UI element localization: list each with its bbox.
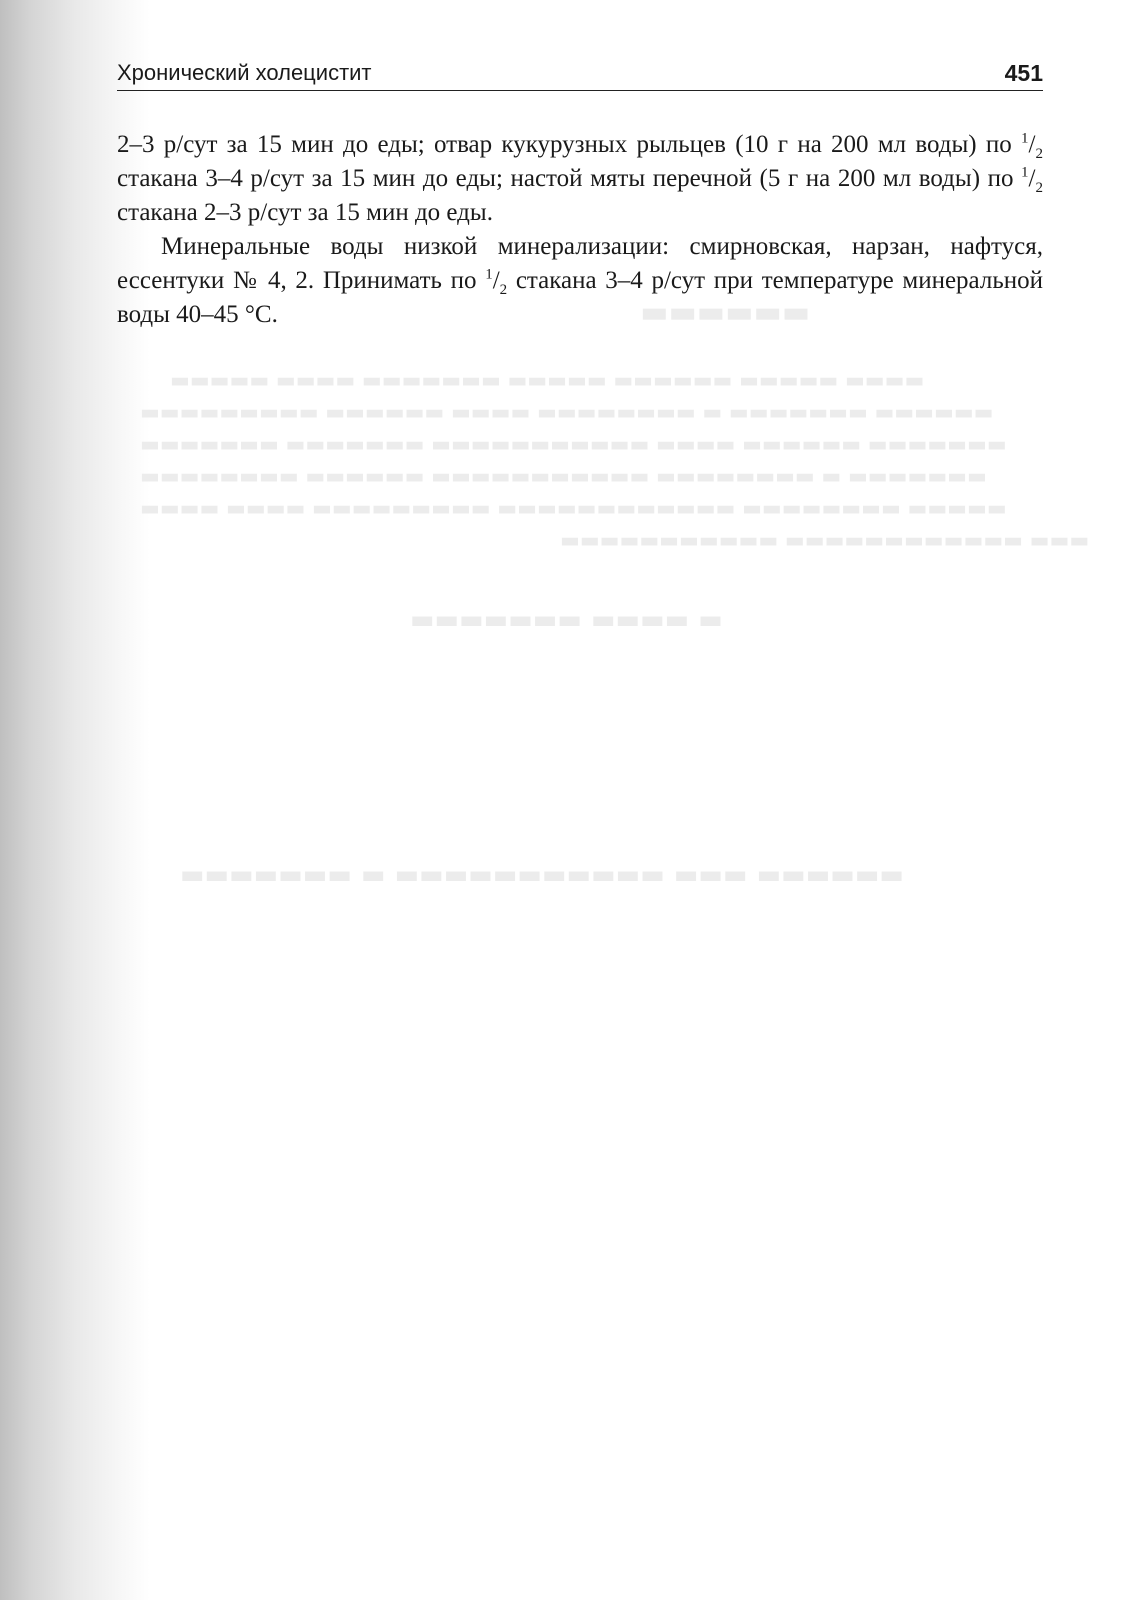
paragraph-text: Минеральные воды низкой минерализации: смирновская, нарзан, нафтуся, ессентуки № 4, 2. Принимать по [117, 233, 1043, 294]
fraction-denominator: 2 [499, 282, 508, 298]
show-through-mark: ▬▬▬▬▬▬▬ ▬▬▬▬▬▬ ▬▬▬▬ ▬▬▬▬▬▬▬▬▬▬▬ ▬▬▬▬▬▬▬ ▬▬▬▬▬▬▬ [140, 432, 1007, 456]
paragraph-text: стакана 2–3 р/сут за 15 мин до еды. [117, 199, 493, 226]
show-through-mark: ▬ ▬▬▬▬ ▬▬▬▬▬▬▬ [410, 605, 723, 635]
show-through-mark: ▬▬▬ ▬▬▬▬▬▬▬▬▬▬▬▬ ▬▬▬▬▬▬▬▬▬▬▬ [560, 528, 1090, 552]
fraction-one-half: $^1/_2$ [1021, 164, 1043, 196]
fraction-denominator: 2 [1035, 146, 1043, 162]
fraction-one-half: $^1/_2$ [485, 266, 508, 298]
paragraph-text: 2–3 р/сут за 15 мин до еды; отвар кукурузных рыльцев (10 г на 200 мл воды) по [117, 131, 1022, 158]
body-text [117, 128, 1043, 332]
show-through-mark: ▬▬▬▬▬▬ ▬▬▬ ▬▬▬▬▬▬▬▬▬▬▬ ▬ ▬▬▬▬▬▬▬ [180, 860, 905, 890]
paragraph-text: стакана 3–4 р/сут при температуре минеральной воды 40–45 °С. [117, 267, 1043, 328]
running-title: Хронический холецистит [117, 60, 372, 85]
fraction-denominator: 2 [1035, 180, 1043, 196]
fraction-numerator: 1 [485, 266, 493, 283]
paragraph-mineral-waters [117, 230, 1043, 332]
page-number: 451 [1004, 60, 1043, 86]
fraction-numerator: 1 [1021, 130, 1029, 147]
fraction-numerator: 1 [1021, 164, 1029, 181]
show-through-mark: ▬▬▬▬▬▬ [640, 295, 811, 330]
page-header [117, 58, 1043, 91]
paragraph-herbal-remedies [117, 128, 1043, 230]
fraction-one-half: $^1/_2$ [1021, 130, 1043, 162]
show-through-mark: ▬▬▬▬▬▬▬ ▬ ▬▬▬▬▬▬▬▬ ▬▬▬▬▬▬▬▬▬▬▬ ▬▬▬▬▬▬ ▬▬▬▬▬▬▬▬ [140, 464, 987, 488]
paragraph-text: стакана 3–4 р/сут за 15 мин до еды; настой мяты перечной (5 г на 200 мл воды) по [117, 165, 1022, 192]
show-through-mark: ▬▬▬▬▬ ▬▬▬▬▬▬▬▬ ▬▬▬▬▬▬▬▬▬▬▬▬ ▬▬▬▬▬▬▬▬▬ ▬▬▬▬ ▬▬▬▬ [140, 496, 1007, 520]
show-through-mark: ▬▬▬▬ ▬▬▬▬▬ ▬▬▬▬▬▬ ▬▬▬▬▬ ▬▬▬▬▬▬▬ ▬▬▬▬ ▬▬▬▬▬ [170, 368, 925, 392]
show-through-mark: ▬▬▬▬▬▬ ▬▬▬▬▬▬▬ ▬ ▬▬▬▬▬▬▬▬ ▬▬▬▬ ▬▬▬▬▬▬ ▬▬▬▬▬▬▬▬▬ [140, 400, 994, 424]
